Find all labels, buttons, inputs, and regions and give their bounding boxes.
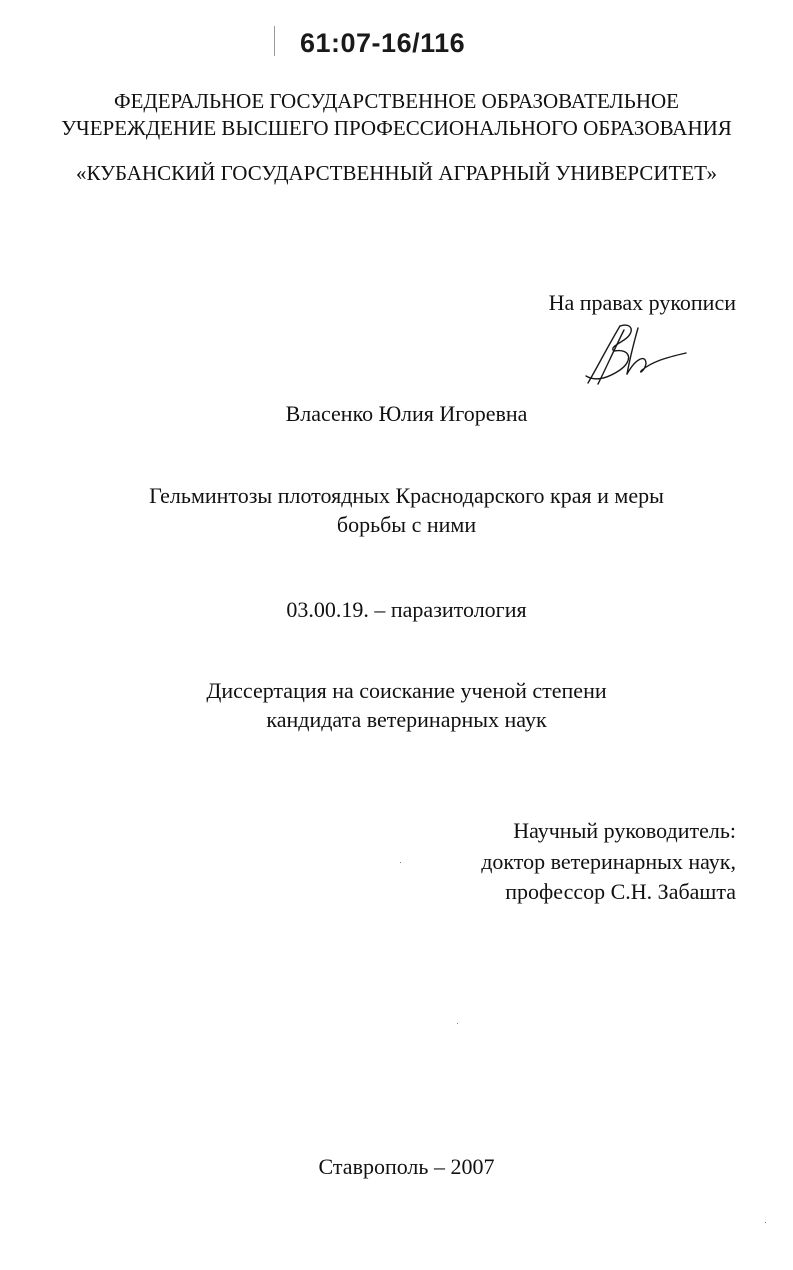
author-name: Власенко Юлия Игоревна: [285, 401, 528, 426]
library-code: 61:07-16/116: [300, 28, 466, 58]
scan-speck: [765, 1222, 766, 1223]
degree-line-2: кандидата ветеринарных наук: [266, 707, 547, 732]
dissertation-title-line-2: борьбы с ними: [336, 512, 477, 537]
organization-line-2: УЧЕРЕЖДЕНИЕ ВЫСШЕГО ПРОФЕССИОНАЛЬНОГО ОБРАЗОВАНИЯ: [61, 116, 732, 140]
degree-line-1: Диссертация на соискание ученой степени: [206, 678, 607, 703]
dissertation-title-line-1: Гельминтозы плотоядных Краснодарского края и меры: [149, 483, 664, 508]
organization-line-1: ФЕДЕРАЛЬНОЕ ГОСУДАРСТВЕННОЕ ОБРАЗОВАТЕЛЬНОЕ: [113, 89, 679, 113]
advisor-degree: доктор ветеринарных наук,: [481, 849, 736, 874]
stamp-divider: [274, 26, 275, 56]
advisor-label: Научный руководитель:: [513, 818, 736, 843]
scan-speck: [457, 1023, 458, 1024]
advisor-name: профессор С.Н. Забашта: [505, 879, 736, 904]
specialty-code: 03.00.19. – паразитология: [286, 597, 527, 622]
place-and-year: Ставрополь – 2007: [318, 1154, 495, 1179]
university-name: «КУБАНСКИЙ ГОСУДАРСТВЕННЫЙ АГРАРНЫЙ УНИВЕРСИТЕТ»: [76, 161, 717, 185]
manuscript-rights: На правах рукописи: [548, 290, 736, 315]
scan-speck: [400, 862, 401, 863]
signature-icon: [580, 318, 695, 390]
